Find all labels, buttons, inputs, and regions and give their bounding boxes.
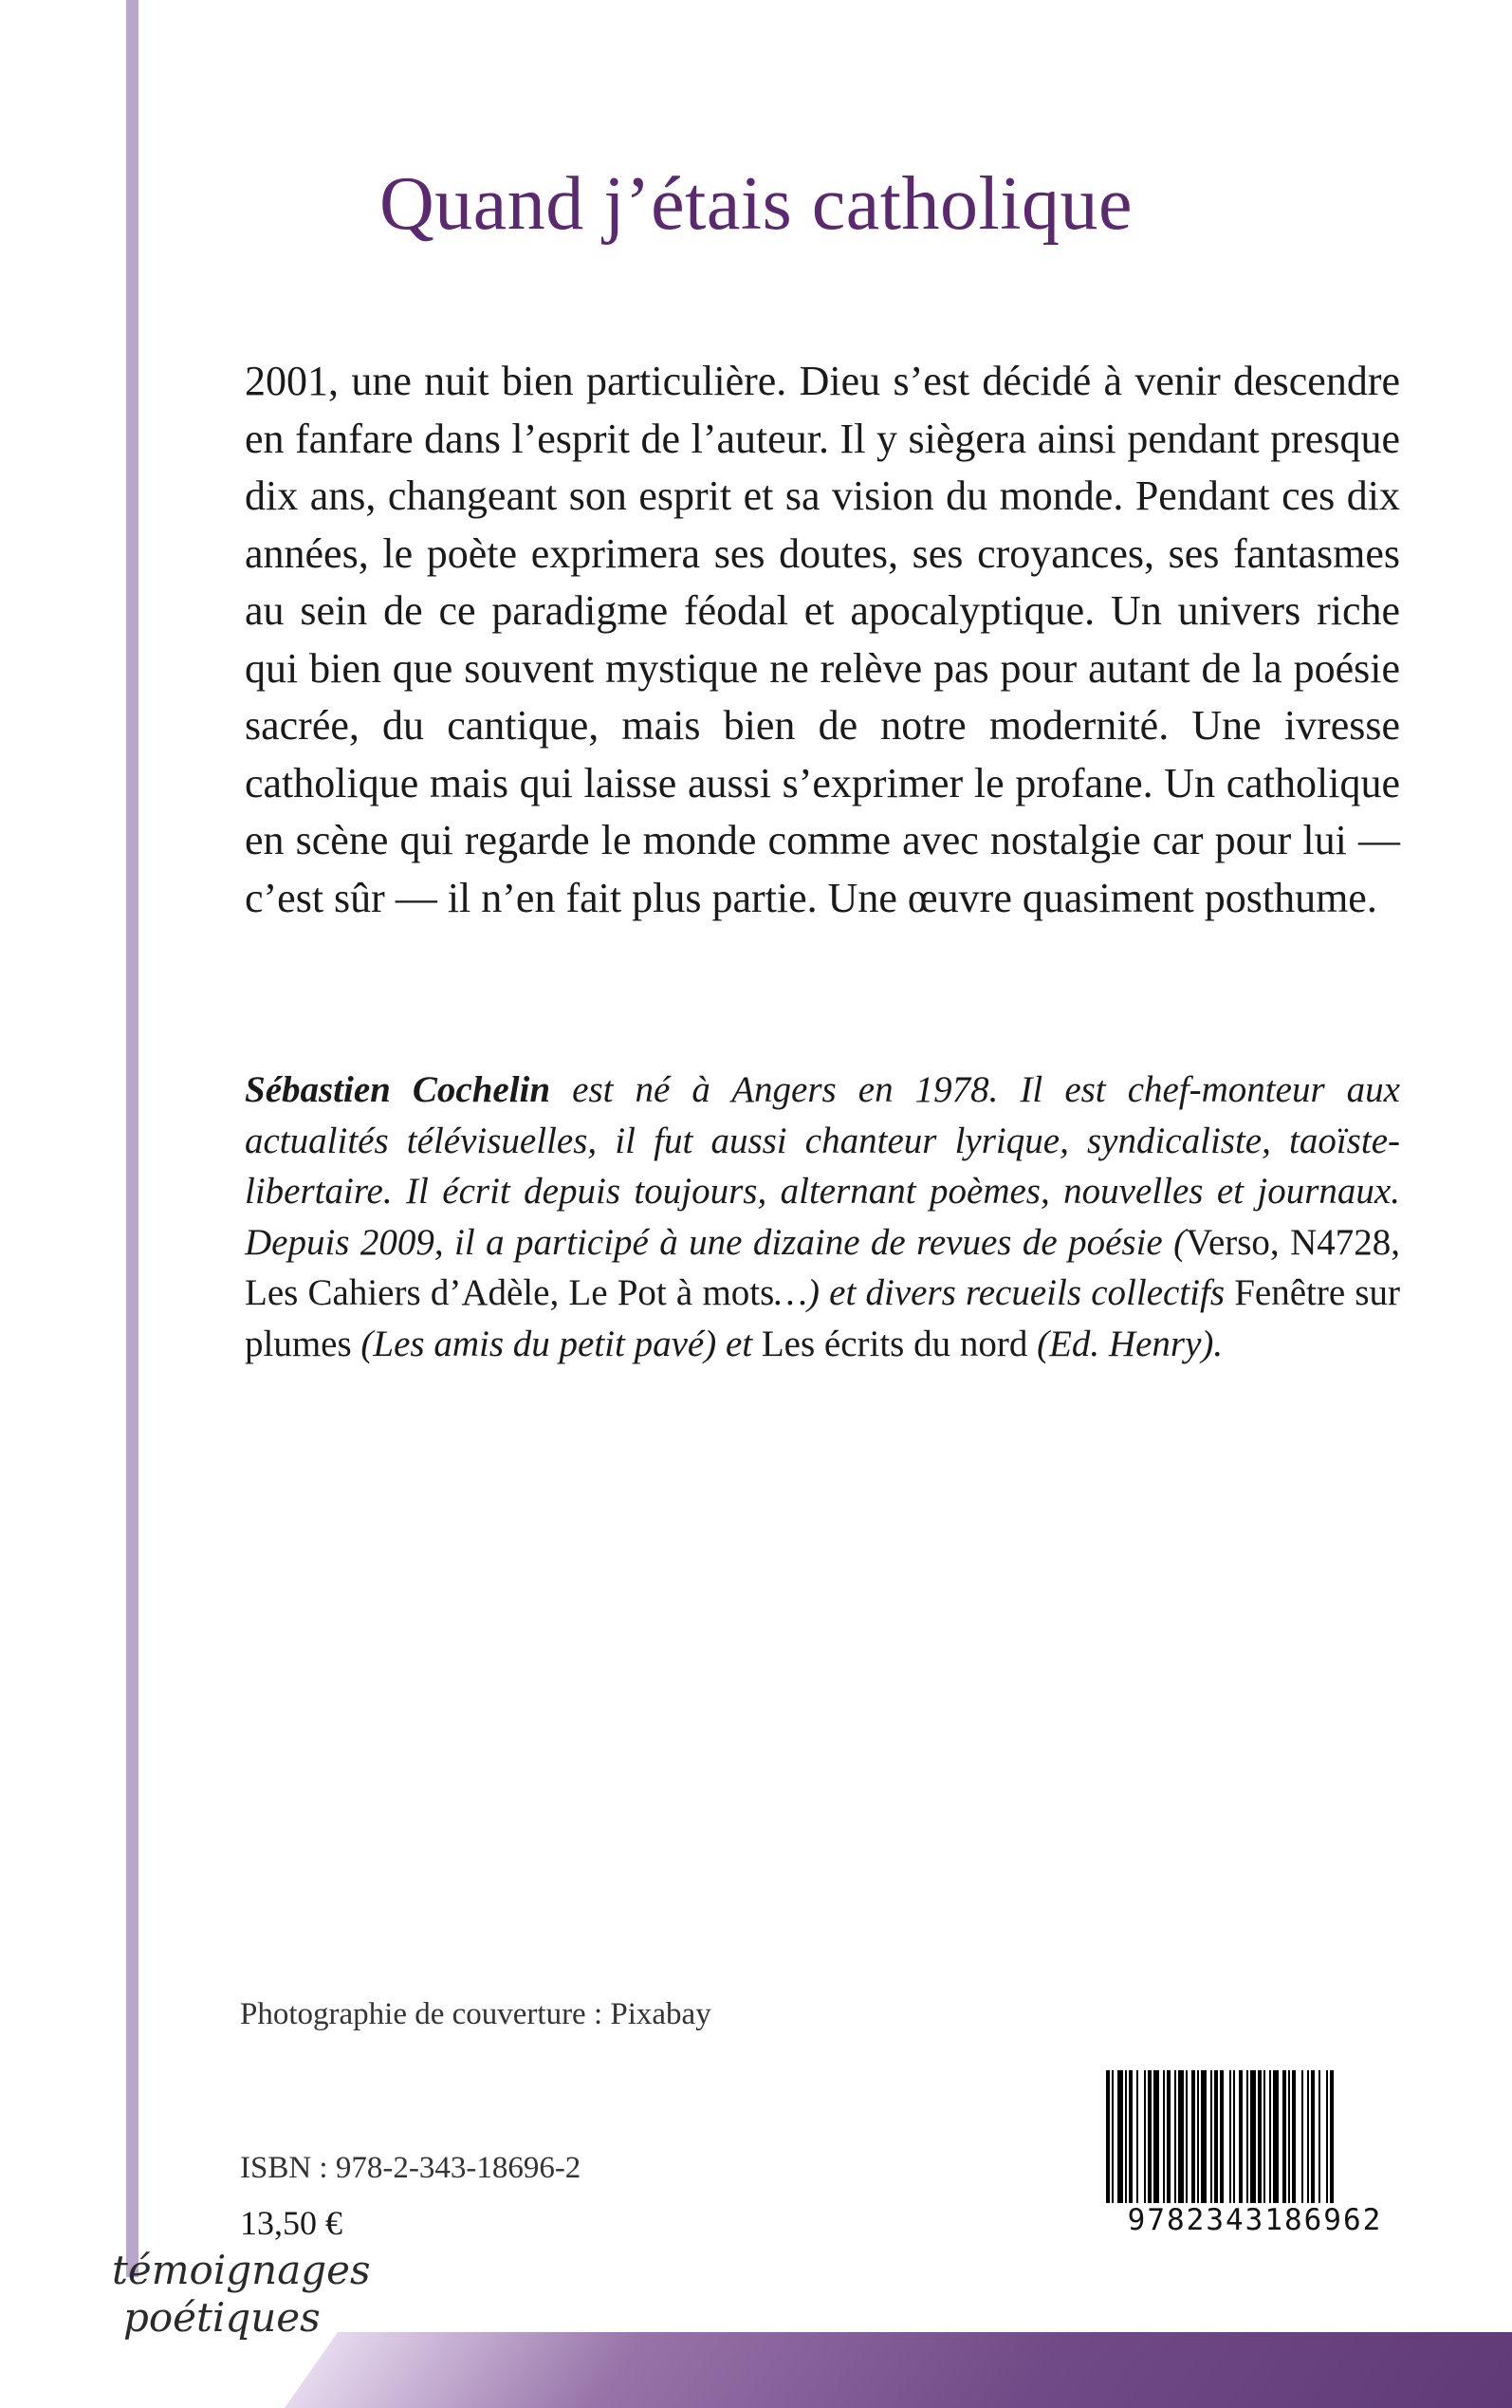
collection-logo [112,2247,371,2342]
author-name: Sébastien Cochelin [245,1069,551,1110]
barcode-bar [1288,2070,1290,2203]
bio-text-1: est né à Angers en 1978. Il est chef-monteur aux actualités télévisuelles, il fut aussi chanteur lyrique, syndicaliste, taoïste-libertaire. Il écrit depuis toujours, alternant poèmes, nouvelles et journaux. Depuis 2009, il a participé à une dizaine de revues de poésie ( [245,1069,1400,1263]
collection-line-1: témoignages [112,2247,371,2293]
collection-line-2: poétiques [123,2294,321,2341]
book-title: Quand j’étais catholique [379,162,1133,246]
barcode-bar [1191,2070,1195,2203]
barcode-bar [1148,2070,1152,2203]
barcode-bar [1282,2070,1286,2203]
barcode-bar [1178,2070,1184,2203]
barcode-bar [1129,2070,1133,2203]
barcode-bar [1163,2070,1165,2203]
barcode-bar [1269,2070,1271,2203]
barcode-bar [1239,2070,1243,2203]
barcode-bar [1311,2070,1315,2203]
barcode-bars [1106,2070,1334,2203]
barcode-bar [1201,2070,1207,2203]
barcode-bar [1117,2070,1123,2203]
book-blurb: 2001, une nuit bien particulière. Dieu s’est décidé à venir descendre en fanfare dans l’esprit de l’auteur. Il y siègera ainsi pendant presque dix ans, changeant son esprit et sa vision du monde. Pendant ces dix années, le poète exprimera ses doutes, ses croyances, ses fantasmes au sein de ce paradigme féodal et apocalyptique. Un univers riche qui bien que souvent mystique ne relève pas pour autant de la poésie sacrée, du cantique, mais bien de notre modernité. Une ivresse catholique mais qui laisse aussi s’exprimer le profane. Un catholique en scène qui regarde le monde comme avec nostalgie car pour lui — c’est sûr — il n’en fait plus partie. Une œuvre quasiment posthume. [245,358,1400,921]
barcode-bar [1246,2070,1248,2203]
barcode-bar [1136,2070,1138,2203]
barcode-bar [1186,2070,1188,2203]
barcode-bar [1210,2070,1212,2203]
barcode-bar [1220,2070,1224,2203]
isbn: ISBN : 978-2-343-18696-2 [240,2151,581,2185]
bio-text-4: (Ed. Henry). [1027,1323,1224,1364]
barcode-bar [1167,2070,1171,2203]
barcode-bar [1250,2070,1256,2203]
barcode-bar [1307,2070,1309,2203]
author-bio [245,1065,1400,1369]
bio-recueil-1: Fenêtre sur plumes [245,1272,1400,1364]
barcode-bar [1233,2070,1235,2203]
photo-credit: Photographie de couverture : Pixabay [240,1997,711,2031]
barcode-bar [1153,2070,1159,2203]
barcode-bar [1144,2070,1146,2203]
bio-text-2: …) et divers recueils collectifs [774,1272,1235,1313]
barcode-bar [1258,2070,1262,2203]
barcode-bar [1318,2070,1320,2203]
barcode-bar [1197,2070,1199,2203]
barcode-bar [1125,2070,1127,2203]
bottom-color-band [285,2332,1512,2408]
barcode-bar [1106,2070,1110,2203]
barcode-digits: 9782343186962 [1102,2203,1408,2237]
barcode-bar [1301,2070,1303,2203]
barcode-bar [1326,2070,1328,2203]
barcode-bar [1174,2070,1176,2203]
barcode-bar [1229,2070,1231,2203]
barcode-bar [1263,2070,1265,2203]
price: 13,50 € [240,2204,342,2242]
barcode-bar [1330,2070,1334,2203]
bio-revues: Verso, N4728, Les Cahiers d’Adèle, Le Pot à mots [245,1221,1400,1313]
barcode-bar [1214,2070,1218,2203]
bio-text-3: (Les amis du petit pavé) et [351,1323,762,1364]
barcode-image [1102,2070,1408,2222]
barcode-bar [1292,2070,1296,2203]
bio-recueil-2: Les écrits du nord [761,1323,1028,1364]
barcode-bar [1273,2070,1279,2203]
spine-accent-bar [126,0,138,2277]
barcode-bar [1112,2070,1114,2203]
